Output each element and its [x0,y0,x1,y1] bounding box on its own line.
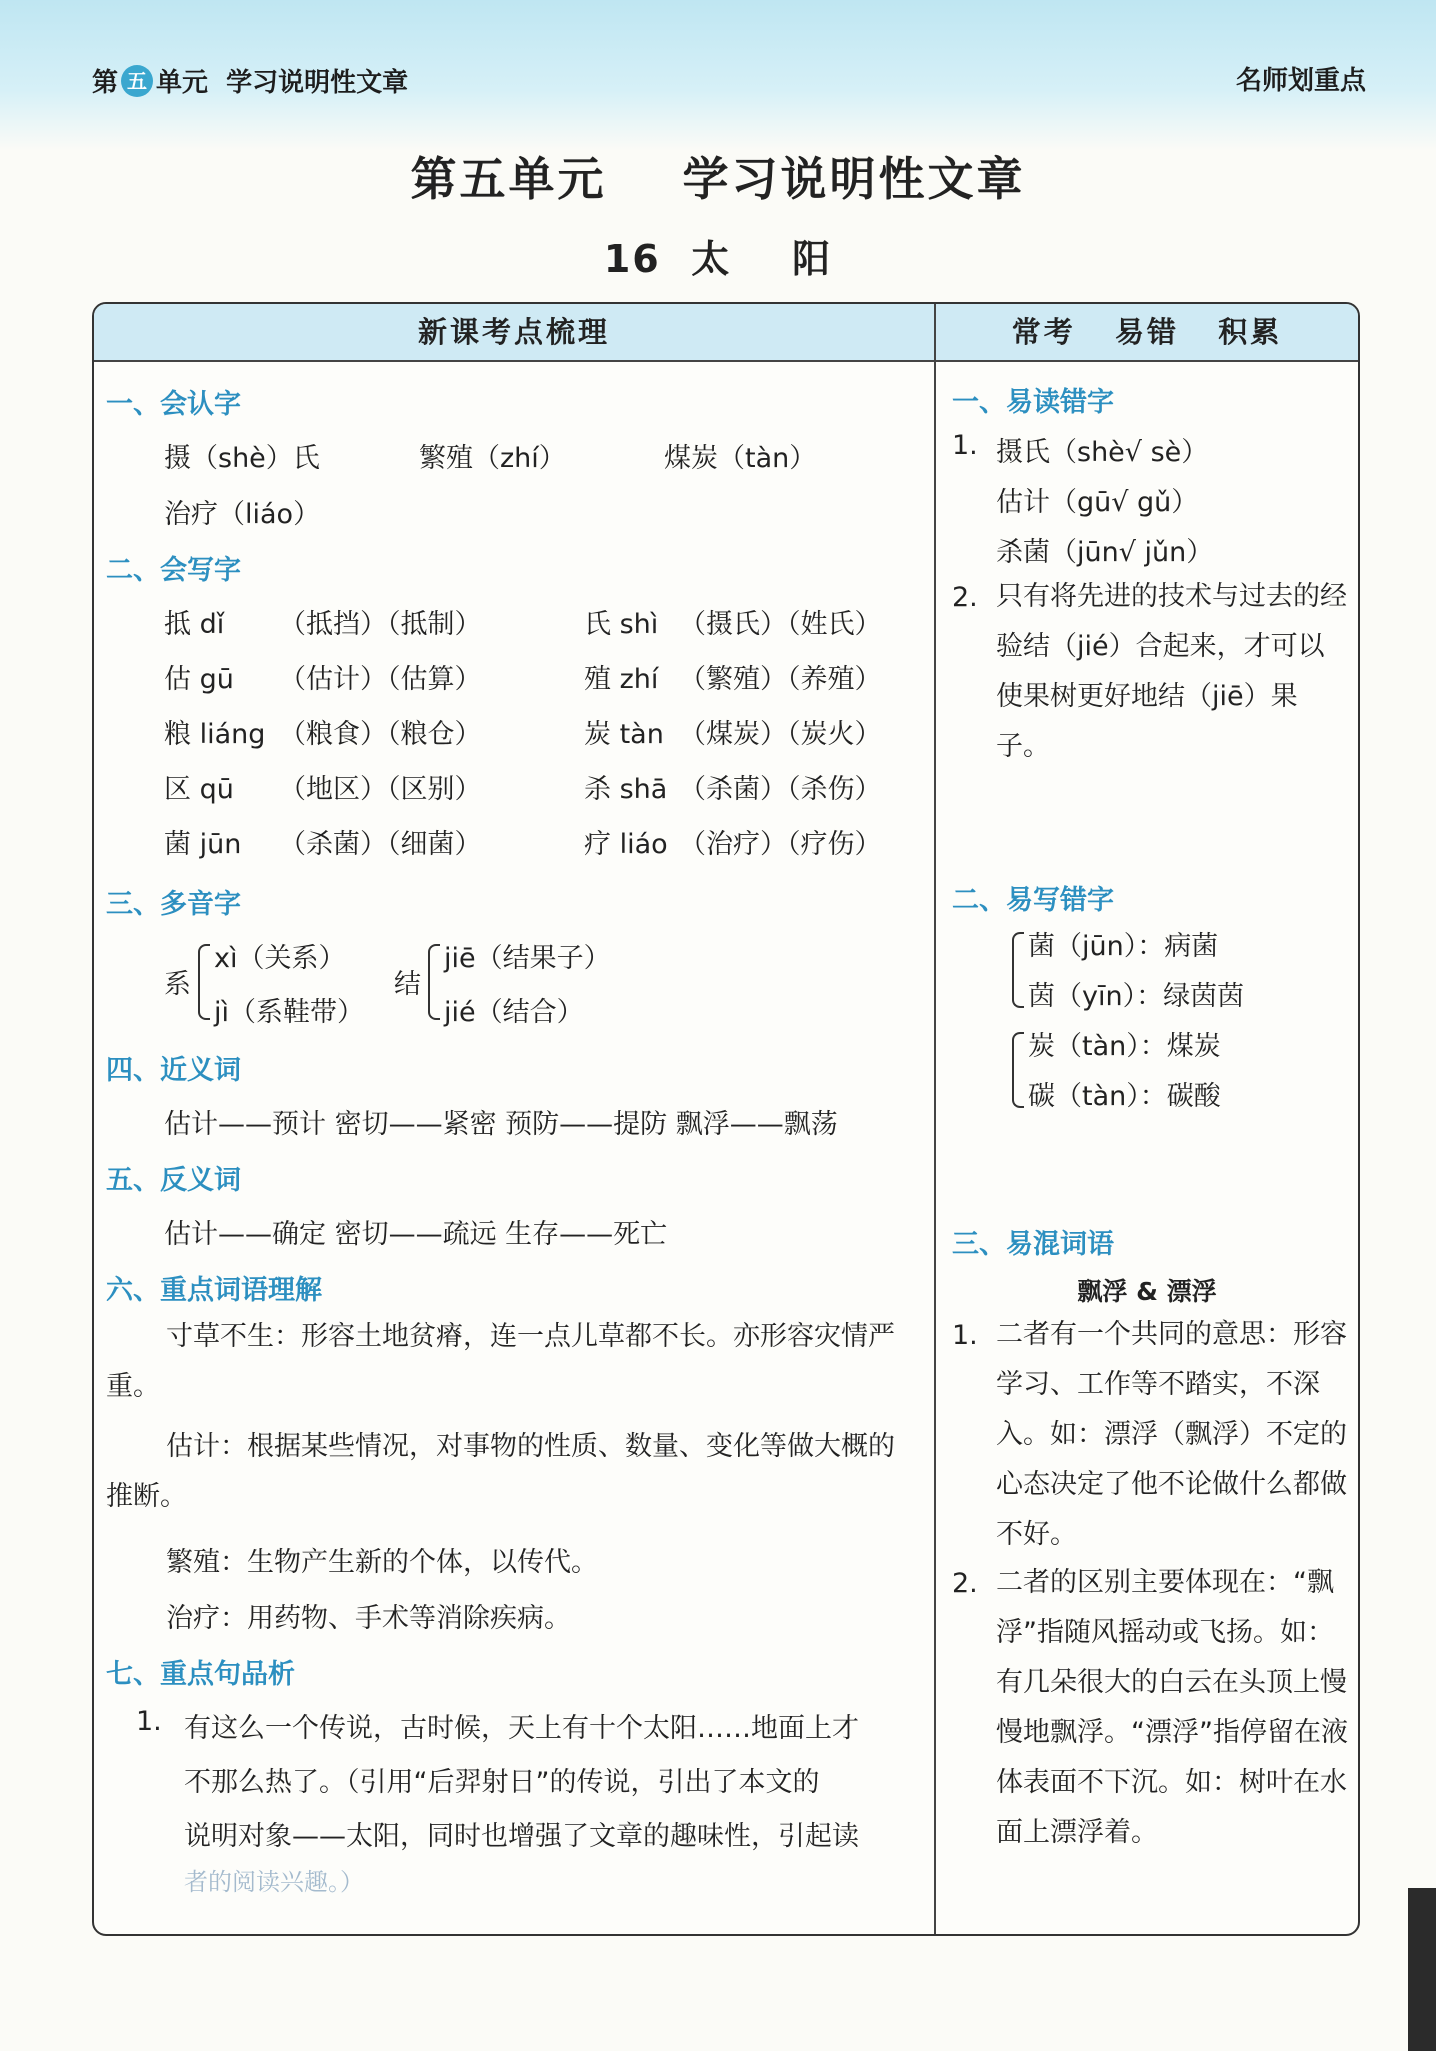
header-prefix: 第 [92,68,119,98]
item-number: 1. [952,1320,978,1351]
misread-char: 摄氏（shè√ sè） [996,437,1209,468]
confusable-pair: 飘浮 & 漂浮 [1077,1277,1217,1306]
miswritten-char: 菌（jūn）：病菌 [1028,931,1219,962]
miswritten-char: 碳（tàn）：碳酸 [1028,1081,1221,1112]
term-definition: 估计：根据某些情况，对事物的性质、数量、变化等做大概的推断。 [106,1431,895,1512]
synonyms: 估计——预计 密切——紧密 预防——提防 飘浮——飘荡 [164,1109,838,1140]
key-sentence: 有这么一个传说，古时候，天上有十个太阳……地面上才 [184,1713,859,1744]
write-char: 殖 zhí [584,664,659,695]
write-char: 菌 jūn [164,829,242,860]
write-words: （粮食）（粮仓） [279,719,482,750]
confusable-explanation: 二者有一个共同的意思：形容学习、工作等不踏实，不深入。如：漂浮（飘浮）不定的心态决定了他不论做什么都做不好。 [996,1319,1347,1550]
section-heading: 一、易读错字 [952,387,1114,418]
confusable-explanation: 二者的区别主要体现在：“飘浮”指随风摇动或飞扬。如：有几朵很大的白云在头顶上慢慢地飘浮。“漂浮”指停留在液体表面不下沉。如：树叶在水面上漂浮着。 [996,1567,1348,1848]
brace [428,944,440,1020]
running-header-left [92,62,408,99]
write-char: 粮 liáng [164,719,266,750]
write-char: 疗 liáo [584,829,668,860]
recognize-char: 煤炭（tàn） [664,443,817,474]
left-column-heading: 新课考点梳理 [94,304,934,362]
polyphone-char: 系 [164,969,191,1000]
term-definition: 寸草不生：形容土地贫瘠，连一点儿草都不长。亦形容灾情严重。 [106,1321,895,1402]
write-char: 抵 dǐ [164,609,225,640]
recognize-char: 治疗（liáo） [164,499,321,530]
write-words: （煤炭）（炭火） [679,719,882,750]
section-heading: 四、近义词 [106,1055,241,1086]
key-sentence: 说明对象——太阳，同时也增强了文章的趣味性，引起读 [184,1821,859,1852]
misread-char: 杀菌（jūn√ jǔn） [996,537,1214,568]
miswritten-char: 茵（yīn）：绿茵茵 [1028,981,1245,1012]
header-unit-title: 单元 学习说明性文章 [156,68,409,98]
content-box [92,302,1360,1936]
write-char: 杀 shā [584,774,668,805]
section-heading: 一、会认字 [106,389,241,420]
section-heading: 二、会写字 [106,555,241,586]
section-heading: 五、反义词 [106,1165,241,1196]
section-heading: 二、易写错字 [952,885,1114,916]
write-char: 炭 tàn [584,719,664,750]
section-heading: 三、多音字 [106,889,241,920]
brace [1012,932,1024,1008]
item-number: 2. [952,1568,978,1599]
write-words: （杀菌）（细菌） [279,829,482,860]
key-sentence: 不那么热了。（引用“后羿射日”的传说，引出了本文的 [184,1767,820,1798]
term-definition: 繁殖：生物产生新的个体，以传代。 [166,1547,598,1578]
unit-number-badge: 五 [121,65,153,97]
misread-char: 估计（gū√ gǔ） [996,487,1199,518]
write-char: 估 gū [164,664,234,695]
polyphone-reading: xì（关系） [214,943,346,974]
write-words: （治疗）（疗伤） [679,829,882,860]
write-words: （抵挡）（抵制） [279,609,482,640]
polyphone-char: 结 [394,969,421,1000]
recognize-char: 繁殖（zhí） [419,443,566,474]
write-words: （地区）（区别） [279,774,482,805]
section-heading: 七、重点句品析 [106,1659,295,1690]
recognize-char: 摄（shè）氏 [164,443,320,474]
write-words: （杀菌）（杀伤） [679,774,882,805]
polyphone-reading: jì（系鞋带） [214,997,365,1028]
write-words: （摄氏）（姓氏） [679,609,882,640]
brace [1012,1032,1024,1108]
misread-sentence: 只有将先进的技术与过去的经验结（jié）合起来，才可以使果树更好地结（jiē）果子。 [996,581,1347,762]
term-definition: 治疗：用药物、手术等消除疾病。 [166,1603,571,1634]
page-title: 第五单元 学习说明性文章 [410,152,1026,206]
write-words: （估计）（估算） [279,664,482,695]
write-char: 氏 shì [584,609,659,640]
write-char: 区 qū [164,774,234,805]
antonyms: 估计——确定 密切——疏远 生存——死亡 [164,1219,668,1250]
brace [198,944,210,1020]
lesson-title: 16 太 阳 [603,237,833,281]
polyphone-reading: jié（结合） [444,997,584,1028]
miswritten-char: 炭（tàn）：煤炭 [1028,1031,1221,1062]
item-number: 2. [952,582,978,613]
section-heading: 三、易混词语 [952,1229,1114,1260]
page-edge-tab [1408,1888,1436,2051]
polyphone-reading: jiē（结果子） [444,943,611,974]
right-column-heading: 常考 易错 积累 [936,304,1358,362]
write-words: （繁殖）（养殖） [679,664,882,695]
column-divider [934,304,936,1934]
item-number: 1. [136,1706,162,1737]
section-heading: 六、重点词语理解 [106,1275,322,1306]
key-sentence-faded: 者的阅读兴趣。） [184,1868,364,1896]
item-number: 1. [952,430,978,461]
running-header-right: 名师划重点 [1235,66,1366,96]
